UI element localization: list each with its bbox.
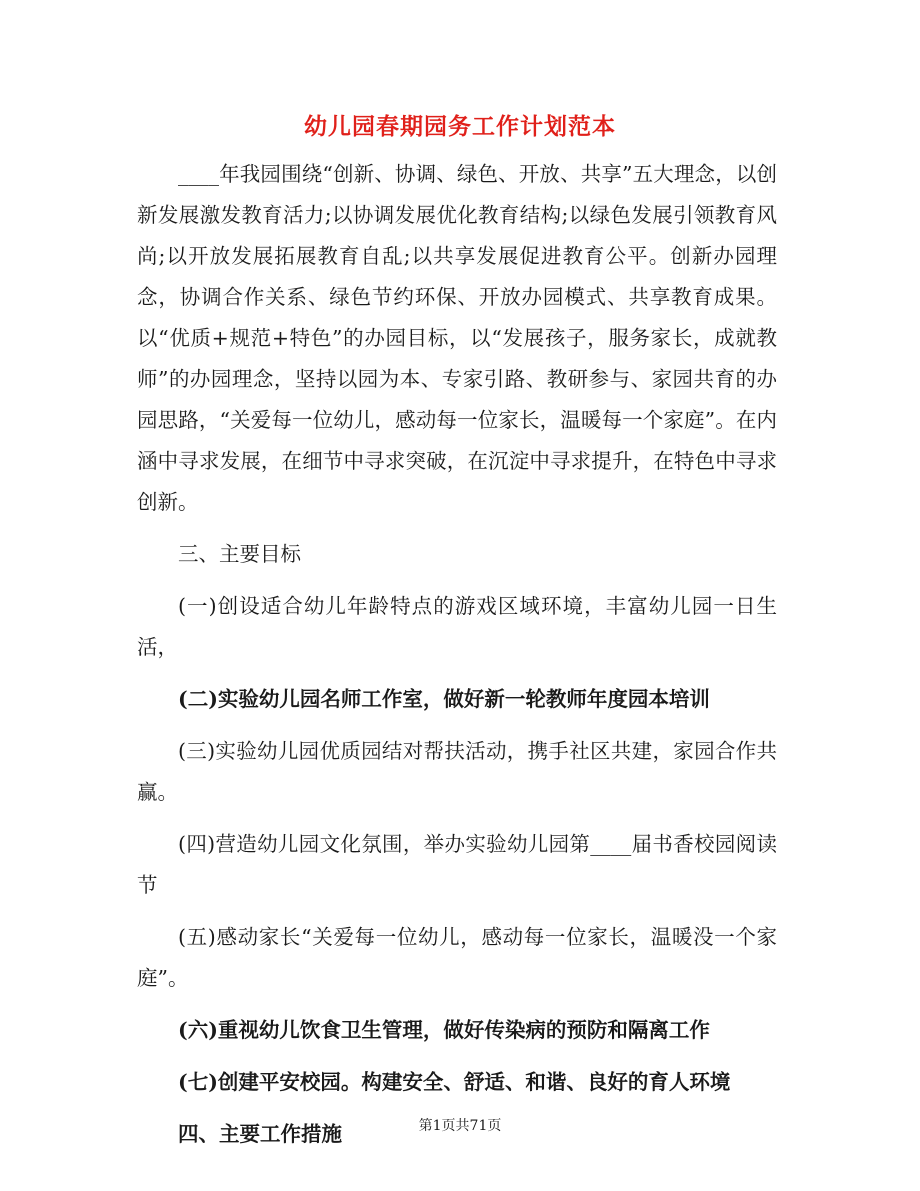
document-body [137,154,777,1155]
goal-item-2: (二)实验幼儿园名师工作室，做好新一轮教师年度园本培训 [178,687,710,711]
goal-item-1: (一)创设适合幼儿年龄特点的游戏区域环境，丰富幼儿园一日生活， [137,594,777,659]
goal-item-5: (五)感动家长“关爱每一位幼儿，感动每一位家长，温暖没一个家庭”。 [137,925,777,990]
goal-item-7: (七)创建平安校园。构建安全、舒适、和谐、良好的育人环境 [178,1070,731,1094]
goal-item-4: (四)营造幼儿园文化氛围，举办实验幼儿园第____届书香校园阅读节 [137,832,777,897]
document-title: 幼儿园春期园务工作计划范本 [304,113,616,140]
intro-paragraph: ____年我园围绕“创新、协调、绿色、开放、共享”五大理念，以创新发展激发教育活力;以协调发展优化教育结构;以绿色发展引领教育风尚;以开放发展拓展教育自乱;以共享发展促进教育公平。创新办园理念，协调合作关系、绿色节约环保、开放办园模式、共享教育成果。以“优质+规范+特色”的办园目标，以“发展孩子，服务家长，成就教师”的办园理念，坚持以园为本、专家引路、教研参与、家园共育的办园思路，“关爱每一位幼儿，感动每一位家长，温暖每一个家庭”。在内涵中寻求发展，在细节中寻求突破，在沉淀中寻求提升，在特色中寻求创新。 [137,162,777,514]
section-heading-measures: 四、主要工作措施 [178,1122,342,1146]
goal-item-3: (三)实验幼儿园优质园结对帮扶活动，携手社区共建，家园合作共赢。 [137,739,777,804]
section-heading-goals: 三、主要目标 [178,542,301,566]
goal-item-6: (六)重视幼儿饮食卫生管理，做好传染病的预防和隔离工作 [178,1018,710,1042]
page-number: 第1页共71页 [418,1118,502,1134]
